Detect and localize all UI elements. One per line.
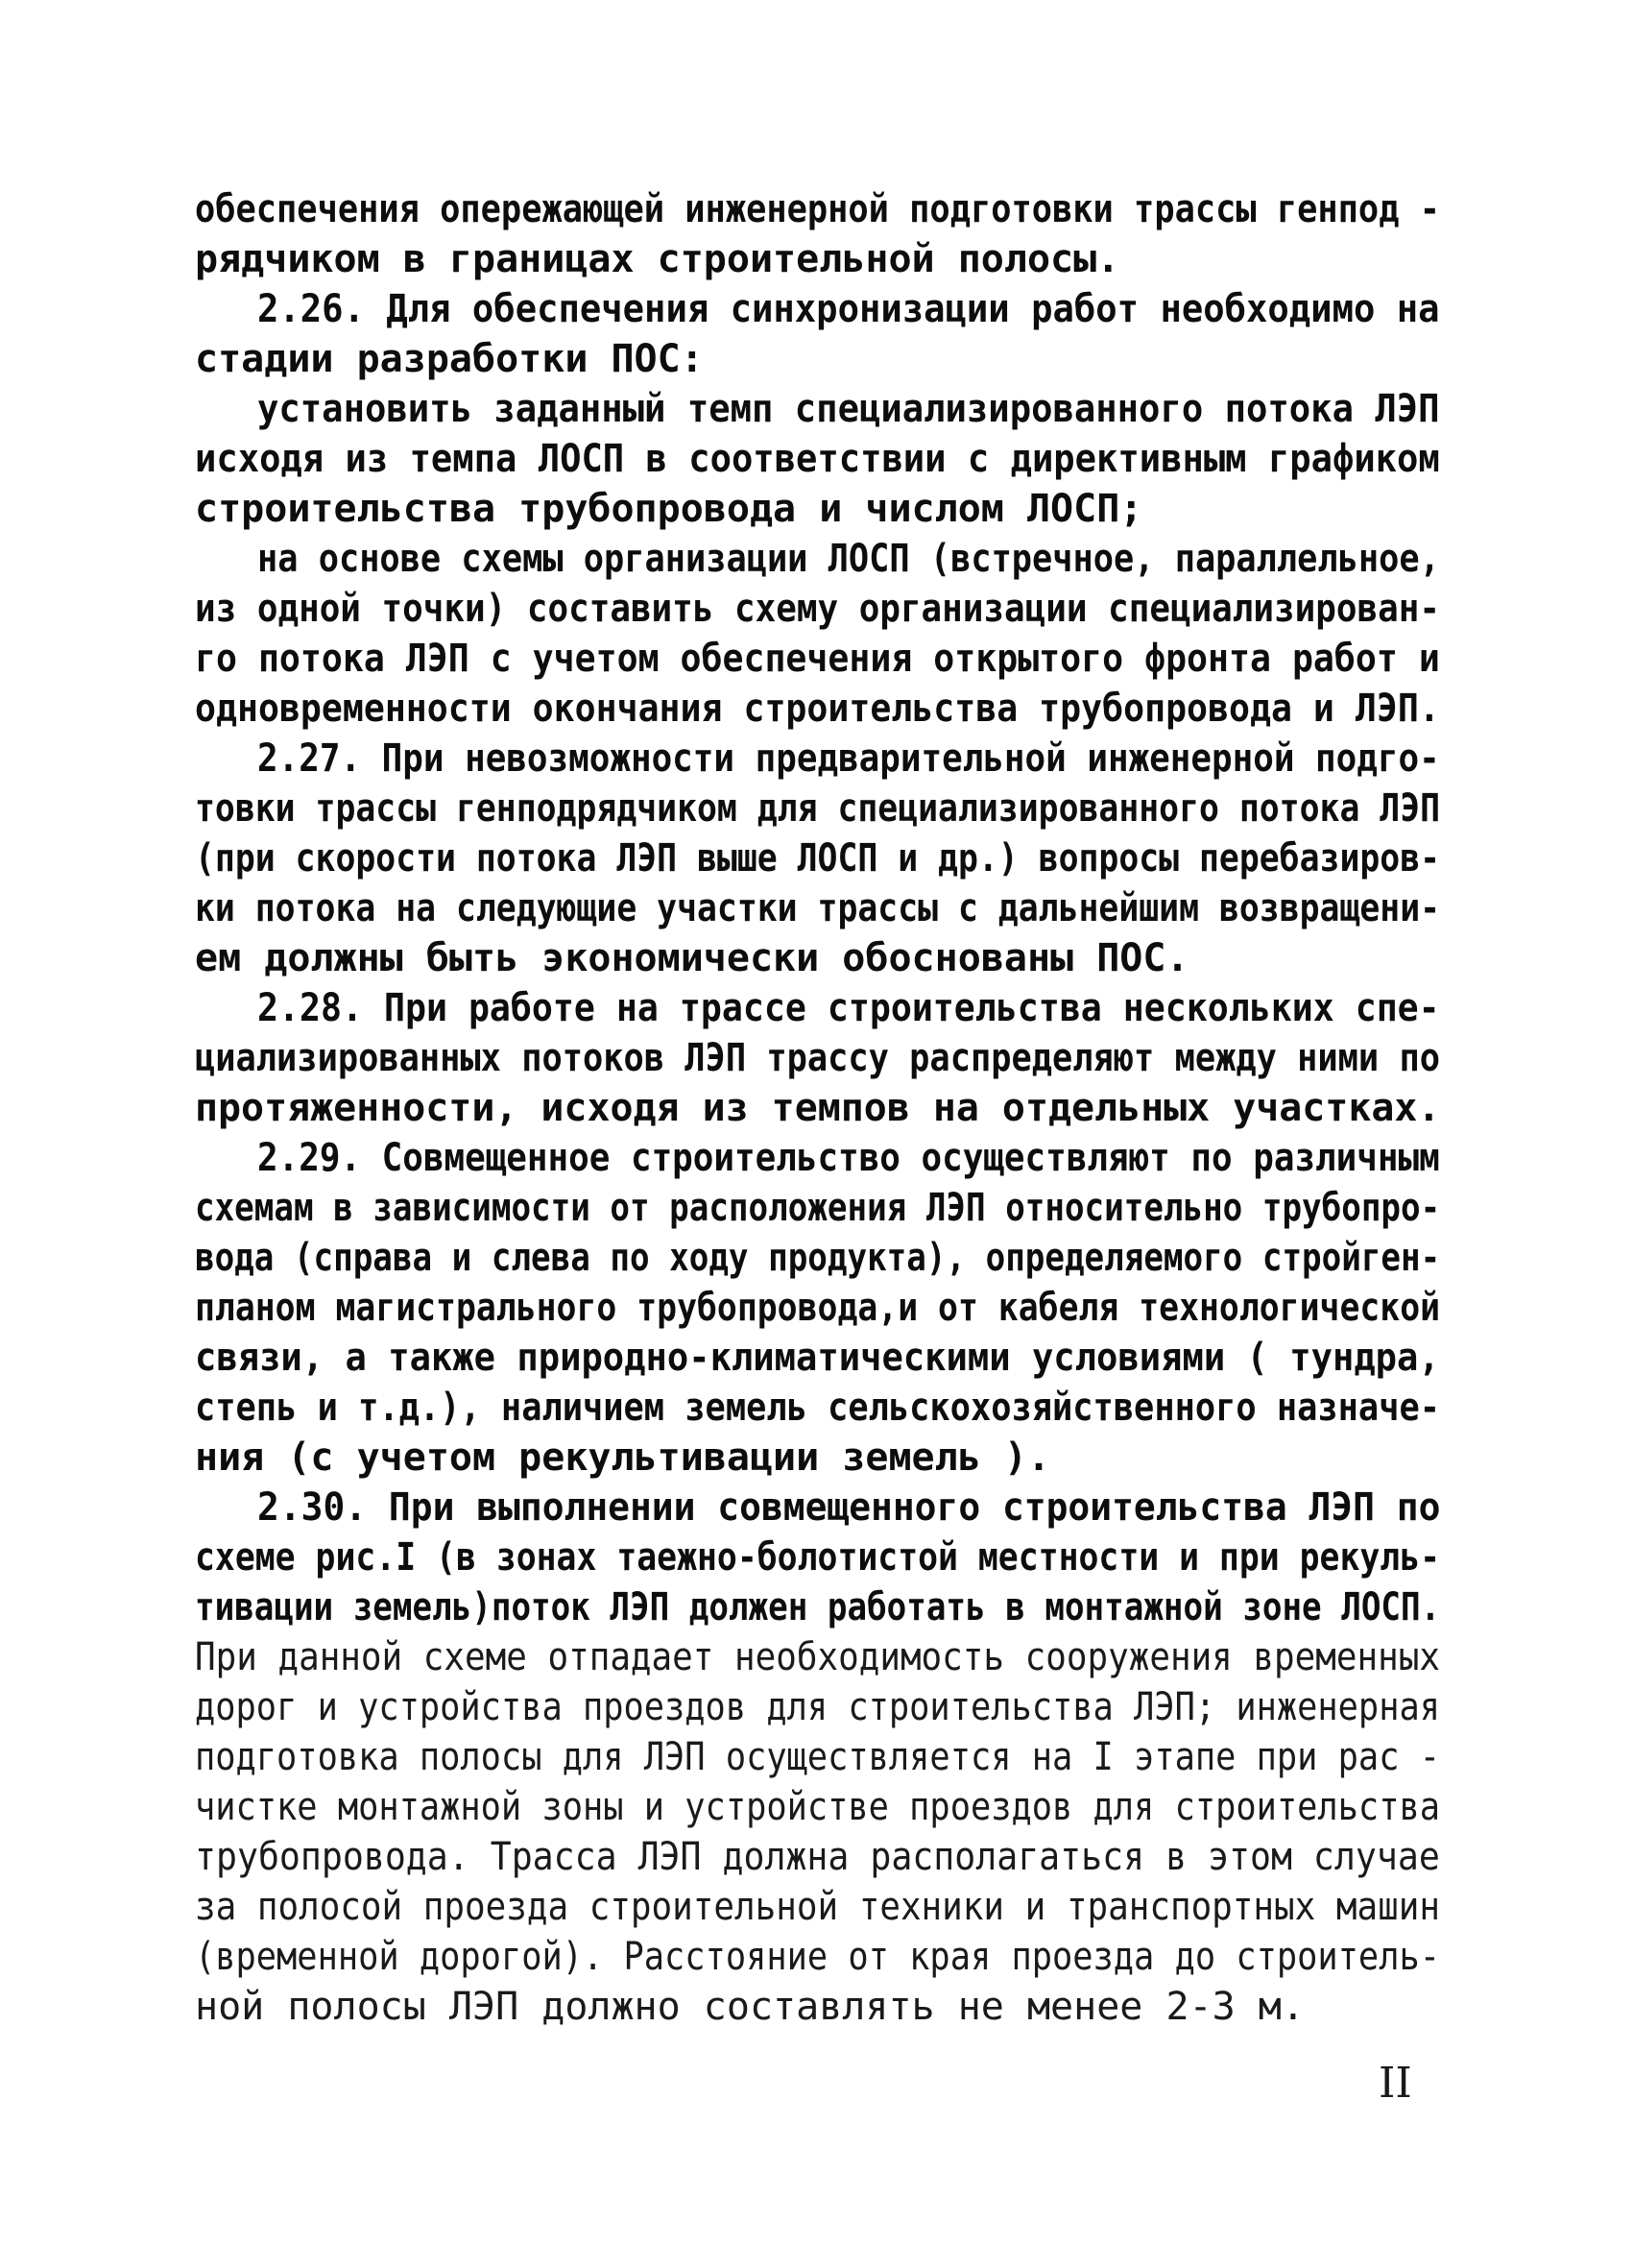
paragraph-2-27-heading: 2.27. При невозможности предварительной инженерной подго- xyxy=(257,736,1440,781)
text-line: степь и т.д.), наличием земель сельскохозяйственного назначе- xyxy=(195,1386,1440,1430)
paragraph-2-29-heading: 2.29. Совмещенное строительство осуществляют по различным xyxy=(257,1136,1440,1180)
text-line: рядчиком в границах строительной полосы. xyxy=(195,237,1120,281)
text-line: за полосой проезда строительной техники и транспортных машин xyxy=(195,1885,1440,1929)
text-line: исходя из темпа ЛОСП в соответствии с директивным графиком xyxy=(195,437,1440,481)
text-line: ки потока на следующие участки трассы с дальнейшим возвращени- xyxy=(195,886,1441,930)
text-line: дорог и устройства проездов для строительства ЛЭП; инженерная xyxy=(195,1685,1440,1729)
text-line: схеме рис.I (в зонах таежно-болотистой местности и при рекуль- xyxy=(195,1535,1441,1580)
text-line: на основе схемы организации ЛОСП (встречное, параллельное, xyxy=(257,537,1440,581)
text-line: одновременности окончания строительства трубопровода и ЛЭП. xyxy=(195,687,1440,731)
text-line: протяженности, исходя из темпов на отдельных участках. xyxy=(195,1086,1441,1130)
text-line: строительства трубопровода и числом ЛОСП; xyxy=(195,487,1143,531)
text-line: из одной точки) составить схему организации специализирован- xyxy=(195,587,1440,631)
text-line: При данной схеме отпадает необходимость сооружения временных xyxy=(195,1635,1440,1679)
paragraph-2-28-heading: 2.28. При работе на трассе строительства нескольких спе- xyxy=(257,986,1440,1030)
paragraph-2-30-heading: 2.30. При выполнении совмещенного строительства ЛЭП по xyxy=(257,1485,1441,1530)
text-line: циализированных потоков ЛЭП трассу распределяют между ними по xyxy=(195,1036,1440,1080)
text-line: схемам в зависимости от расположения ЛЭП относительно трубопро- xyxy=(195,1186,1441,1230)
text-line: тивации земель)поток ЛЭП должен работать в монтажной зоне ЛОСП. xyxy=(195,1585,1441,1629)
text-line: (временной дорогой). Расстояние от края проезда до строитель- xyxy=(195,1935,1440,1979)
text-line: планом магистрального трубопровода,и от кабеля технологической xyxy=(195,1286,1441,1330)
text-line: связи, а также природно-климатическими условиями ( тундра, xyxy=(195,1336,1440,1380)
text-line: обеспечения опережающей инженерной подготовки трассы генпод - xyxy=(195,187,1440,231)
text-line: ной полосы ЛЭП должно составлять не менее 2-3 м. xyxy=(195,1985,1305,2029)
text-line: (при скорости потока ЛЭП выше ЛОСП и др.) вопросы перебазиров- xyxy=(195,836,1441,881)
paragraph-2-26-heading: 2.26. Для обеспечения синхронизации работ необходимо на xyxy=(257,287,1440,331)
text-line: трубопровода. Трасса ЛЭП должна располагаться в этом случае xyxy=(195,1835,1440,1879)
text-line: чистке монтажной зоны и устройстве проездов для строительства xyxy=(195,1785,1440,1829)
text-line: стадии разработки ПОС: xyxy=(195,337,704,381)
text-line: установить заданный темп специализированного потока ЛЭП xyxy=(257,387,1440,431)
text-line: товки трассы генподрядчиком для специализированного потока ЛЭП xyxy=(195,786,1441,831)
text-line: ем должны быть экономически обоснованы ПОС. xyxy=(195,936,1189,980)
text-line: го потока ЛЭП с учетом обеспечения открытого фронта работ и xyxy=(195,637,1440,681)
text-line: подготовка полосы для ЛЭП осуществляется на I этапе при рас - xyxy=(195,1735,1440,1779)
page-number: II xyxy=(1379,2059,1412,2108)
text-line: вода (справа и слева по ходу продукта), определяемого стройген- xyxy=(195,1236,1441,1280)
text-line: ния (с учетом рекультивации земель ). xyxy=(195,1436,1051,1480)
